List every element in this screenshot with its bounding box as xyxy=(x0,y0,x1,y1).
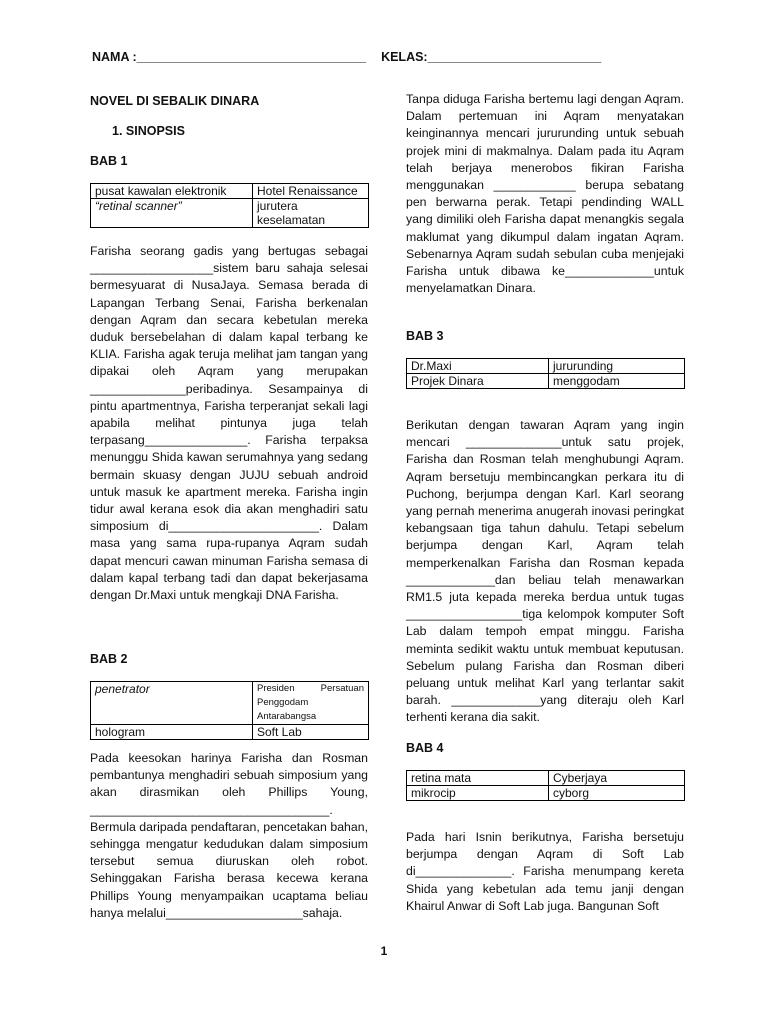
table-row xyxy=(91,199,369,228)
table-cell: Soft Lab xyxy=(253,725,369,740)
table-cell: jurutera keselamatan xyxy=(253,199,369,228)
class-field-label: KELAS:_________________________ xyxy=(381,50,602,64)
table-row xyxy=(407,374,685,389)
table-cell: Dr.Maxi xyxy=(407,359,549,374)
bab1-paragraph: Farisha seorang gadis yang bertugas sebagai __________________sistem baru sahaja selesai bermesyuarat di NusaJaya. Semasa berada di Lapangan Terbang Senai, Farisha berkenalan dengan Aqram dan secara kebetulan mereka duduk bersebelahan di dalam kapal terbang ke KLIA. Farisha agak teruja melihat jam tangan yang dipakai oleh Aqram yang merupakan ______________peribadinya. Sesampainya di pintu apartmentnya, Farisha terperanjat sekali lagi apabila melihat pintunya juga telah terpasang_______________. Farisha terpaksa menunggu Shida kawan serumahnya yang sedang bermain skuasy dengan JUJU sebuah android untuk masuk ke apartment mereka. Farisha ingin tidur awal kerana esok dia akan menghadiri satu simposium di______________________. Dalam masa yang sama rupa-rupanya Aqram sudah dapat mencuri cawan minuman Farisha semasa di dalam kapal terbang tadi dan dapat bekerjasama dengan Dr.Maxi untuk mengkaji DNA Farisha. xyxy=(90,244,368,603)
table-cell: menggodam xyxy=(549,374,685,389)
table-cell: “retinal scanner” xyxy=(91,199,253,228)
name-field-label: NAMA :_________________________________ xyxy=(92,50,367,64)
bab4-heading: BAB 4 xyxy=(406,741,444,755)
bab2-paragraph: Pada keesokan harinya Farisha dan Rosman pembantunya menghadiri sebuah simposium yang akan dirasmikan oleh Phillips Young, ___________________________________. Bermula daripada pendaftaran, pencetakan bahan, sehingga mengatur kedudukan dalam simposium tersebut semua diuruskan oleh robot. Sehinggakan Farisha berasa kecewa kerana Phillips Young menyampaikan ucaptama beliau hanya melalui____________________sahaja. xyxy=(90,751,368,920)
table-row xyxy=(407,786,685,801)
novel-title: NOVEL DI SEBALIK DINARA xyxy=(90,94,260,108)
page-number: 1 xyxy=(380,944,388,958)
table-cell: cyborg xyxy=(549,786,685,801)
bab2-keyword-table xyxy=(90,681,369,740)
bab1-keyword-table xyxy=(90,183,369,228)
bab3-keyword-table xyxy=(406,358,685,389)
continued-paragraph: Tanpa diduga Farisha bertemu lagi dengan Aqram. Dalam pertemuan ini Aqram menyatakan keinginannya mencari jururunding untuk sebuah projek mini di makmalnya. Dalam pada itu Aqram telah berjaya menerobos fikiran Farisha menggunakan ____________ berupa sebatang pen berwarna perak. Tetapi pendinding WALL yang dimiliki oleh Farisha dapat menangkis segala maklumat yang dikumpul dalam ingatan Aqram. Sebenarnya Aqram sudah sebulan cuba menjejaki Farisha untuk dibawa ke_____________untuk menyelamatkan Dinara. xyxy=(406,92,684,296)
table-cell: hologram xyxy=(91,725,253,740)
bab3-heading: BAB 3 xyxy=(406,329,444,343)
bab3-paragraph: Berikutan dengan tawaran Aqram yang ingin mencari ______________untuk satu projek, Farisha dan Rosman telah menghubungi Aqram. Aqram bersetuju membincangkan perkara itu di Puchong, berjumpa dengan Karl. Karl seorang yang pernah menerima anugerah inovasi peringkat kebangsaan tiga tahun dahulu. Tetapi sebelum berjumpa dengan Karl, Aqram telah memperkenalkan Farisha dan Rosman kepada _____________dan beliau telah menawarkan RM1.5 juta kepada mereka berdua untuk tugas _________________tiga kelompok komputer Soft Lab dalam tempoh empat minggu. Farisha meminta sedikit waktu untuk membuat keputusan. Sebelum pulang Farisha dan Rosman diberi peluang untuk melihat Karl yang terlantar sakit barah. _____________yang diteraju oleh Karl terhenti kerana dia sakit. xyxy=(406,418,684,725)
table-row xyxy=(407,359,685,374)
table-row xyxy=(91,725,369,740)
table-row xyxy=(91,184,369,199)
table-cell: retina mata xyxy=(407,771,549,786)
table-cell: Cyberjaya xyxy=(549,771,685,786)
table-cell: penetrator xyxy=(91,682,253,725)
bab1-heading: BAB 1 xyxy=(90,154,128,168)
table-row xyxy=(407,771,685,786)
section-heading-synopsis: 1. SINOPSIS xyxy=(112,124,185,138)
table-cell: jururunding xyxy=(549,359,685,374)
table-cell: pusat kawalan elektronik xyxy=(91,184,253,199)
table-cell: mikrocip xyxy=(407,786,549,801)
table-cell: Hotel Renaissance xyxy=(253,184,369,199)
table-cell: Presiden Persatuan Penggodam Antarabangsa xyxy=(253,682,369,725)
bab4-paragraph: Pada hari Isnin berikutnya, Farisha bersetuju berjumpa dengan Aqram di Soft Lab di______________. Farisha menumpang kereta Shida yang kebetulan ada temu janji dengan Khairul Anwar di Soft Lab juga. Bangunan Soft xyxy=(406,830,684,913)
table-row xyxy=(91,682,369,725)
bab4-keyword-table xyxy=(406,770,685,801)
table-cell: Projek Dinara xyxy=(407,374,549,389)
worksheet-header xyxy=(92,50,601,64)
bab2-heading: BAB 2 xyxy=(90,652,128,666)
